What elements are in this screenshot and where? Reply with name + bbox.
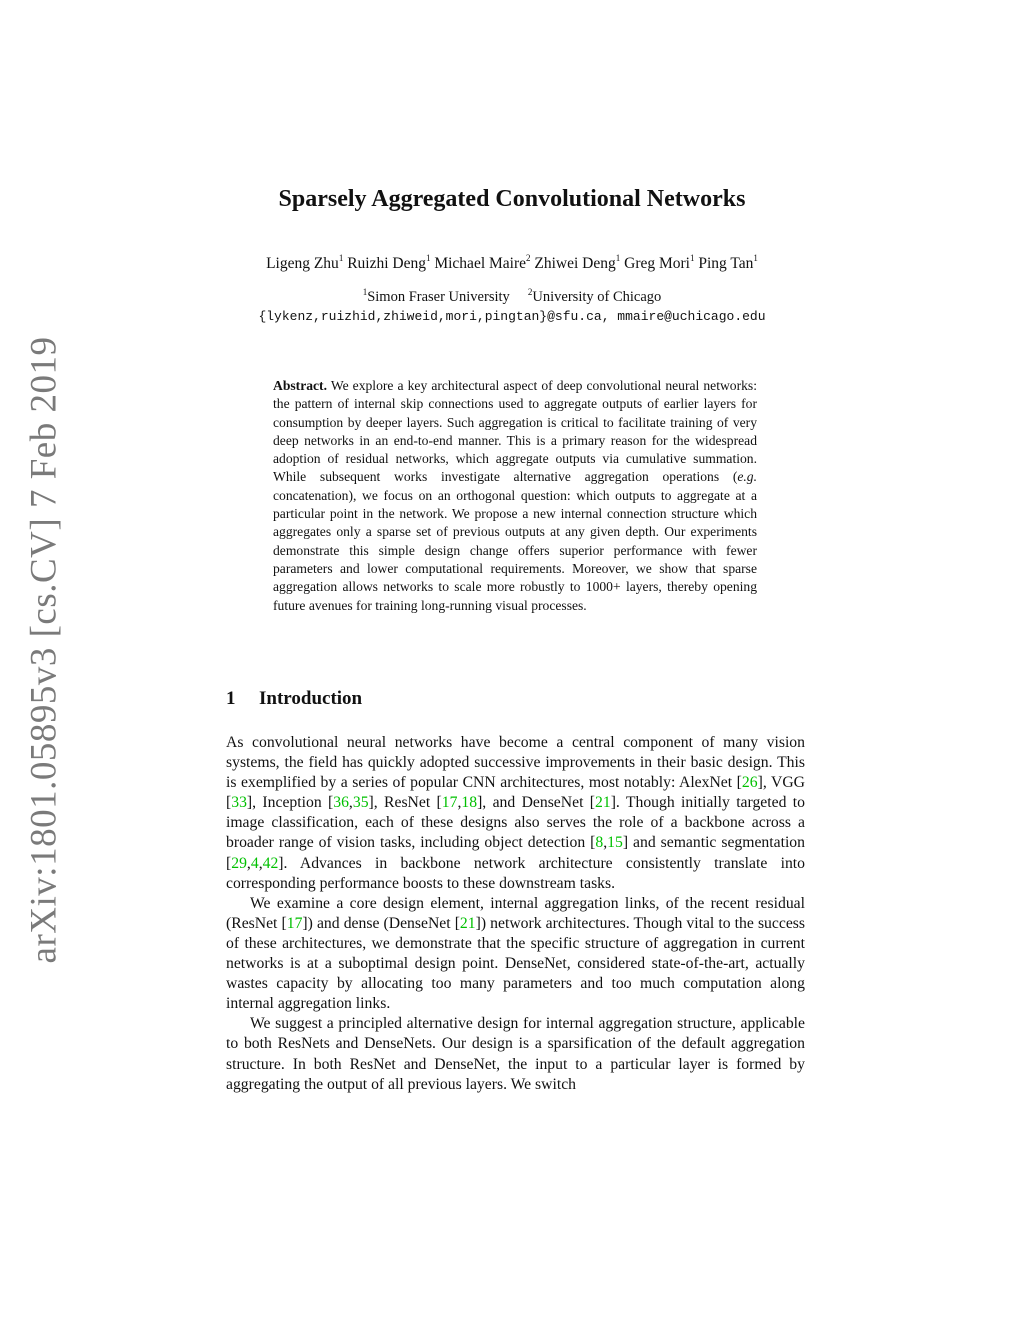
- paragraph: As convolutional neural networks have become a central component of many vision systems, the field has quickly adopted successive improvements in their basic design. This is exemplified by a series of popular CNN architectures, most notably: AlexNet [26], VGG [33], Inception [36,35], ResNet [17,18], and DenseNet [21]. Though initially targeted to image classification, each of these designs also serves the role of a backbone across a broader range of vision tasks, including object detection [8,15] and semantic segmentation [29,4,42]. Advances in backbone network architecture consistently translate into corresponding performance boosts to these downstream tasks.: [226, 734, 805, 892]
- author-list: [0, 255, 1024, 273]
- paragraph: We examine a core design element, internal aggregation links, of the recent residual (ResNet [17]) and dense (DenseNet [21]) network architectures. Though vital to the success of these architectures, we demonstrate that the specific structure of aggregation in current networks is at a suboptimal design point. DenseNet, considered state-of-the-art, actually wastes capacity by allocating too many parameters and too much computation along internal aggregation links.: [226, 894, 805, 1013]
- citation-link[interactable]: 17: [286, 914, 303, 932]
- citation-link[interactable]: 15: [607, 834, 623, 852]
- abstract-text: We explore a key architectural aspect of deep convolutional neural networks: the pattern of internal skip connections used to aggregate outputs of earlier layers for consumption by deeper layers. Such aggregation is critical to facilitate training of very deep networks in an end-to-end manner. This is a primary reason for the widespread adoption of residual networks, which aggregate outputs via cumulative summation. While subsequent works investigate alternative aggregation operations (: [273, 378, 757, 485]
- author: Ruizhi Deng$^1$: [347, 253, 431, 272]
- arxiv-id: arXiv:1801.05895v3 [cs.CV] 7 Feb 2019: [23, 336, 65, 964]
- affiliation: $^1$Simon Fraser University: [362, 287, 510, 305]
- author-emails: {lykenz,ruizhid,zhiweid,mori,pingtan}@sfu.ca, mmaire@uchicago.edu: [258, 309, 766, 324]
- citation-link[interactable]: 33: [231, 794, 247, 812]
- section-number: 1: [226, 688, 236, 709]
- citation-link[interactable]: 17: [441, 794, 458, 812]
- abstract: [273, 377, 757, 615]
- citation-link[interactable]: 8: [595, 834, 604, 852]
- author: Ligeng Zhu$^1$: [266, 253, 344, 272]
- paragraph: We suggest a principled alternative design for internal aggregation structure, applicable to both ResNets and DenseNets. Our design is a sparsification of the default aggregation structure. In both ResNet and DenseNet, the input to a particular layer is formed by aggregating the output of all previous layers. We switch: [226, 1015, 805, 1093]
- author: Ping Tan$^1$: [698, 253, 758, 272]
- introduction-body: [226, 733, 805, 1095]
- abstract-text: concatenation), we focus on an orthogonal question: which outputs to aggregate at a particular point in the network. We propose a new internal connection structure which aggregates only a sparse set of previous outputs at any given depth. Our experiments demonstrate this simple design change offers superior performance with fewer parameters and lower computational requirements. Moreover, we show that sparse aggregation allows networks to scale more robustly to 1000+ layers, thereby opening future avenues for training long-running visual processes.: [273, 487, 757, 613]
- citation-link[interactable]: 18: [461, 794, 478, 812]
- citation-link[interactable]: 36: [333, 794, 349, 812]
- author: Zhiwei Deng$^1$: [534, 253, 621, 272]
- citation-link[interactable]: 26: [741, 774, 758, 792]
- citation-link[interactable]: 42: [262, 854, 279, 872]
- citation-link[interactable]: 21: [459, 914, 476, 932]
- arxiv-sidebar-stamp: [20, 336, 68, 964]
- citation-link[interactable]: 4: [250, 854, 259, 872]
- affiliations: [0, 289, 1024, 306]
- abstract-label: Abstract.: [273, 378, 327, 393]
- citation-link[interactable]: 35: [352, 794, 369, 812]
- abstract-eg: e.g.: [737, 469, 757, 485]
- section-title: Introduction: [259, 688, 363, 709]
- citation-link[interactable]: 21: [595, 794, 611, 812]
- citation-link[interactable]: 29: [231, 854, 247, 872]
- section-heading: [226, 688, 362, 710]
- paper-title: Sparsely Aggregated Convolutional Networks: [278, 186, 746, 212]
- author: Michael Maire$^2$: [434, 253, 531, 272]
- affiliation: $^2$University of Chicago: [527, 287, 662, 305]
- author: Greg Mori$^1$: [624, 253, 695, 272]
